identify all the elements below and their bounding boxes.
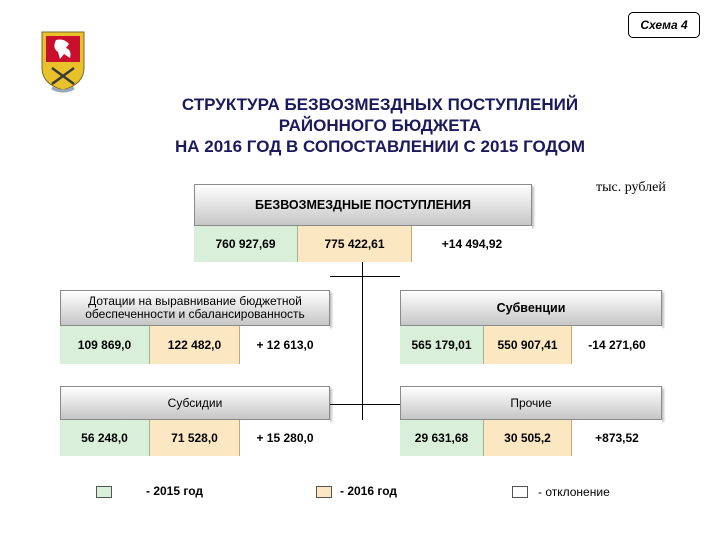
title-line-1: СТРУКТУРА БЕЗВОЗМЕЗДНЫХ ПОСТУПЛЕНИЙ — [181, 95, 579, 114]
dotacii-header — [60, 290, 330, 326]
total-header — [194, 184, 532, 226]
total-2015-value: 760 927,69 — [194, 226, 298, 262]
subvencii-label: Субвенции — [496, 301, 566, 315]
subsidii-2015-value: 56 248,0 — [60, 420, 150, 456]
connector-top-left — [330, 276, 363, 277]
connector-bottom-left — [330, 404, 363, 405]
prochie-2015-value: 29 631,68 — [400, 420, 484, 456]
connector-trunk — [362, 262, 363, 420]
coat-of-arms-icon — [36, 28, 90, 94]
schema-badge: Схема 4 — [628, 12, 700, 38]
subvencii-diff-value: -14 271,60 — [572, 326, 662, 364]
prochie-label: Прочие — [510, 396, 552, 410]
prochie-2016-value: 30 505,2 — [484, 420, 572, 456]
subvencii-header — [400, 290, 662, 326]
total-2016-value: 775 422,61 — [298, 226, 412, 262]
legend-2015-label: - 2015 год — [146, 484, 203, 498]
subsidii-label: Субсидии — [167, 396, 223, 410]
total-diff-value: +14 494,92 — [412, 226, 532, 262]
total-label: БЕЗВОЗМЕЗДНЫЕ ПОСТУПЛЕНИЯ — [255, 198, 471, 212]
dotacii-2015-value: 109 869,0 — [60, 326, 150, 364]
subvencii-2016-value: 550 907,41 — [484, 326, 572, 364]
subsidii-2016-value: 71 528,0 — [150, 420, 240, 456]
legend-2016-label: - 2016 год — [340, 484, 397, 498]
connector-bottom-right — [362, 404, 400, 405]
legend-diff-label: - отклонение — [538, 485, 610, 499]
legend-2016-swatch — [316, 486, 332, 498]
dotacii-label: Дотации на выравнивание бюджетной обеспеченности и сбалансированность — [85, 294, 305, 321]
prochie-header — [400, 386, 662, 420]
dotacii-2016-value: 122 482,0 — [150, 326, 240, 364]
connector-top-right — [362, 276, 400, 277]
title-line-3: НА 2016 ГОД В СОПОСТАВЛЕНИИ С 2015 ГОДОМ — [174, 137, 586, 156]
subsidii-diff-value: + 15 280,0 — [240, 420, 330, 456]
subvencii-2015-value: 565 179,01 — [400, 326, 484, 364]
legend-2015-swatch — [96, 486, 112, 498]
title-line-2: РАЙОННОГО БЮДЖЕТА — [278, 116, 482, 135]
dotacii-diff-value: + 12 613,0 — [240, 326, 330, 364]
unit-label: тыс. рублей — [596, 180, 666, 195]
prochie-diff-value: +873,52 — [572, 420, 662, 456]
legend-diff-swatch — [512, 486, 528, 498]
subsidii-header — [60, 386, 330, 420]
page-title — [80, 94, 680, 157]
